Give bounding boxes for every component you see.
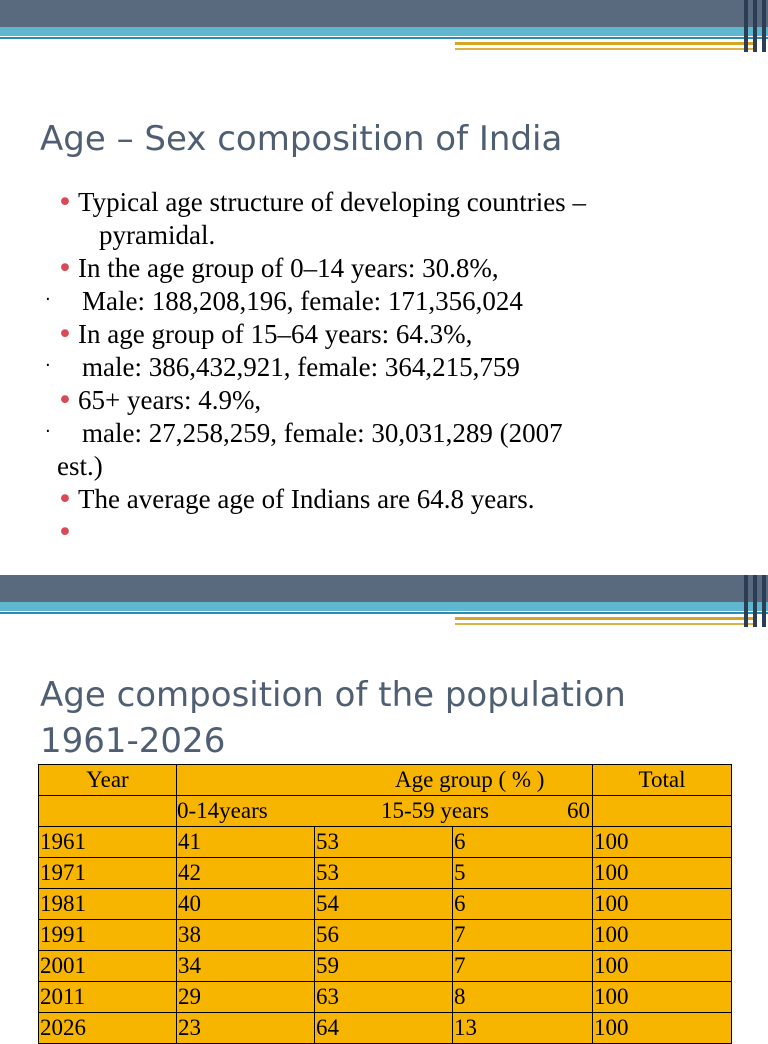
table-row xyxy=(39,982,732,1013)
cell-year: 2011 xyxy=(39,982,177,1013)
bullet-text: Male: 188,208,196, female: 171,356,024 xyxy=(82,286,523,316)
cell-total: 100 xyxy=(593,920,732,951)
slide-title: Age – Sex composition of India xyxy=(40,119,563,159)
bullet-text: male: 27,258,259, female: 30,031,289 (2007 xyxy=(82,418,563,448)
header-bar xyxy=(0,575,768,602)
header-accent-line xyxy=(0,37,768,39)
cell-total: 100 xyxy=(593,982,732,1013)
subheader-0-14: 0-14years xyxy=(177,798,268,823)
cell-15-59: 54 xyxy=(315,889,453,920)
cell-year: 1981 xyxy=(39,889,177,920)
bullet-dot-icon: • xyxy=(57,319,73,350)
cell-year: 1971 xyxy=(39,858,177,889)
header-accent-band xyxy=(0,27,768,36)
bullet-continuation: est.) xyxy=(57,451,103,481)
table-row xyxy=(39,951,732,982)
header-stripe xyxy=(762,0,766,52)
table-row xyxy=(39,920,732,951)
header-accent-band xyxy=(0,602,768,611)
bullet-item xyxy=(57,186,737,252)
table-row xyxy=(39,1013,732,1044)
cell-total: 100 xyxy=(593,827,732,858)
slide-title-line-2: 1961-2026 xyxy=(40,721,226,761)
bullet-item xyxy=(57,384,737,417)
header-year: Year xyxy=(39,765,177,796)
header-gold-line xyxy=(455,623,755,625)
header-accent-line xyxy=(0,612,768,614)
bullet-text: Typical age structure of developing countries – xyxy=(78,187,586,217)
cell-year: 2026 xyxy=(39,1013,177,1044)
bullet-mid-dot-icon: · xyxy=(45,421,51,442)
cell-0-14: 38 xyxy=(177,920,315,951)
cell-0-14: 23 xyxy=(177,1013,315,1044)
header-stripe xyxy=(753,575,757,627)
bullet-item xyxy=(57,318,737,351)
subheader-15-59: 15-59 years xyxy=(381,798,489,823)
table-row xyxy=(39,858,732,889)
cell-15-59: 53 xyxy=(315,858,453,889)
bullet-item xyxy=(57,252,737,285)
bullet-item xyxy=(57,483,737,516)
table-subheader-row xyxy=(39,796,732,827)
bullet-list xyxy=(45,186,737,548)
slide-title-line-1: Age composition of the population xyxy=(40,675,626,715)
subheader-blank xyxy=(593,796,732,827)
bullet-dot-icon: • xyxy=(57,253,73,284)
bullet-dot-icon: • xyxy=(57,484,73,515)
cell-15-59: 63 xyxy=(315,982,453,1013)
bullet-text: In the age group of 0–14 years: 30.8%, xyxy=(78,253,499,283)
header-total: Total xyxy=(593,765,732,796)
bullet-dot-icon: • xyxy=(57,517,73,548)
cell-0-14: 40 xyxy=(177,889,315,920)
cell-15-59: 56 xyxy=(315,920,453,951)
bullet-item xyxy=(45,351,737,384)
cell-total: 100 xyxy=(593,889,732,920)
cell-60-plus: 8 xyxy=(453,982,593,1013)
header-gold-line xyxy=(455,617,755,620)
slide-title xyxy=(40,672,626,764)
header-age-group xyxy=(177,765,593,796)
table-row xyxy=(39,889,732,920)
cell-60-plus: 7 xyxy=(453,920,593,951)
bullet-mid-dot-icon: · xyxy=(45,289,51,310)
header-gold-line xyxy=(455,48,755,50)
subheader-age-bands xyxy=(177,796,593,827)
cell-0-14: 41 xyxy=(177,827,315,858)
bullet-text: male: 386,432,921, female: 364,215,759 xyxy=(82,352,520,382)
cell-total: 100 xyxy=(593,951,732,982)
cell-60-plus: 7 xyxy=(453,951,593,982)
cell-year: 1961 xyxy=(39,827,177,858)
cell-year: 1991 xyxy=(39,920,177,951)
cell-15-59: 59 xyxy=(315,951,453,982)
bullet-dot-icon: • xyxy=(57,187,73,218)
subheader-60: 60 xyxy=(567,798,590,823)
table-header-row xyxy=(39,765,732,796)
bullet-item xyxy=(45,417,737,483)
cell-0-14: 34 xyxy=(177,951,315,982)
bullet-text: The average age of Indians are 64.8 years. xyxy=(78,484,535,514)
bullet-text: In age group of 15–64 years: 64.3%, xyxy=(78,319,473,349)
cell-15-59: 64 xyxy=(315,1013,453,1044)
header-stripe xyxy=(744,0,748,52)
cell-total: 100 xyxy=(593,1013,732,1044)
bullet-mid-dot-icon: · xyxy=(45,355,51,376)
subheader-blank xyxy=(39,796,177,827)
cell-60-plus: 5 xyxy=(453,858,593,889)
cell-60-plus: 13 xyxy=(453,1013,593,1044)
table-row xyxy=(39,827,732,858)
header-gold-line xyxy=(455,42,755,45)
cell-60-plus: 6 xyxy=(453,889,593,920)
header-stripe xyxy=(762,575,766,627)
age-composition-table xyxy=(38,764,732,1044)
header-age-group-label: Age group ( % ) xyxy=(395,767,545,792)
bullet-dot-icon: • xyxy=(57,385,73,416)
cell-0-14: 29 xyxy=(177,982,315,1013)
bullet-continuation: pyramidal. xyxy=(99,220,216,250)
cell-15-59: 53 xyxy=(315,827,453,858)
header-bar xyxy=(0,0,768,27)
cell-60-plus: 6 xyxy=(453,827,593,858)
cell-total: 100 xyxy=(593,858,732,889)
bullet-item xyxy=(45,285,737,318)
slide-2 xyxy=(0,575,768,1040)
bullet-text: 65+ years: 4.9%, xyxy=(78,385,262,415)
cell-0-14: 42 xyxy=(177,858,315,889)
header-stripe xyxy=(744,575,748,627)
cell-year: 2001 xyxy=(39,951,177,982)
header-stripe xyxy=(753,0,757,52)
